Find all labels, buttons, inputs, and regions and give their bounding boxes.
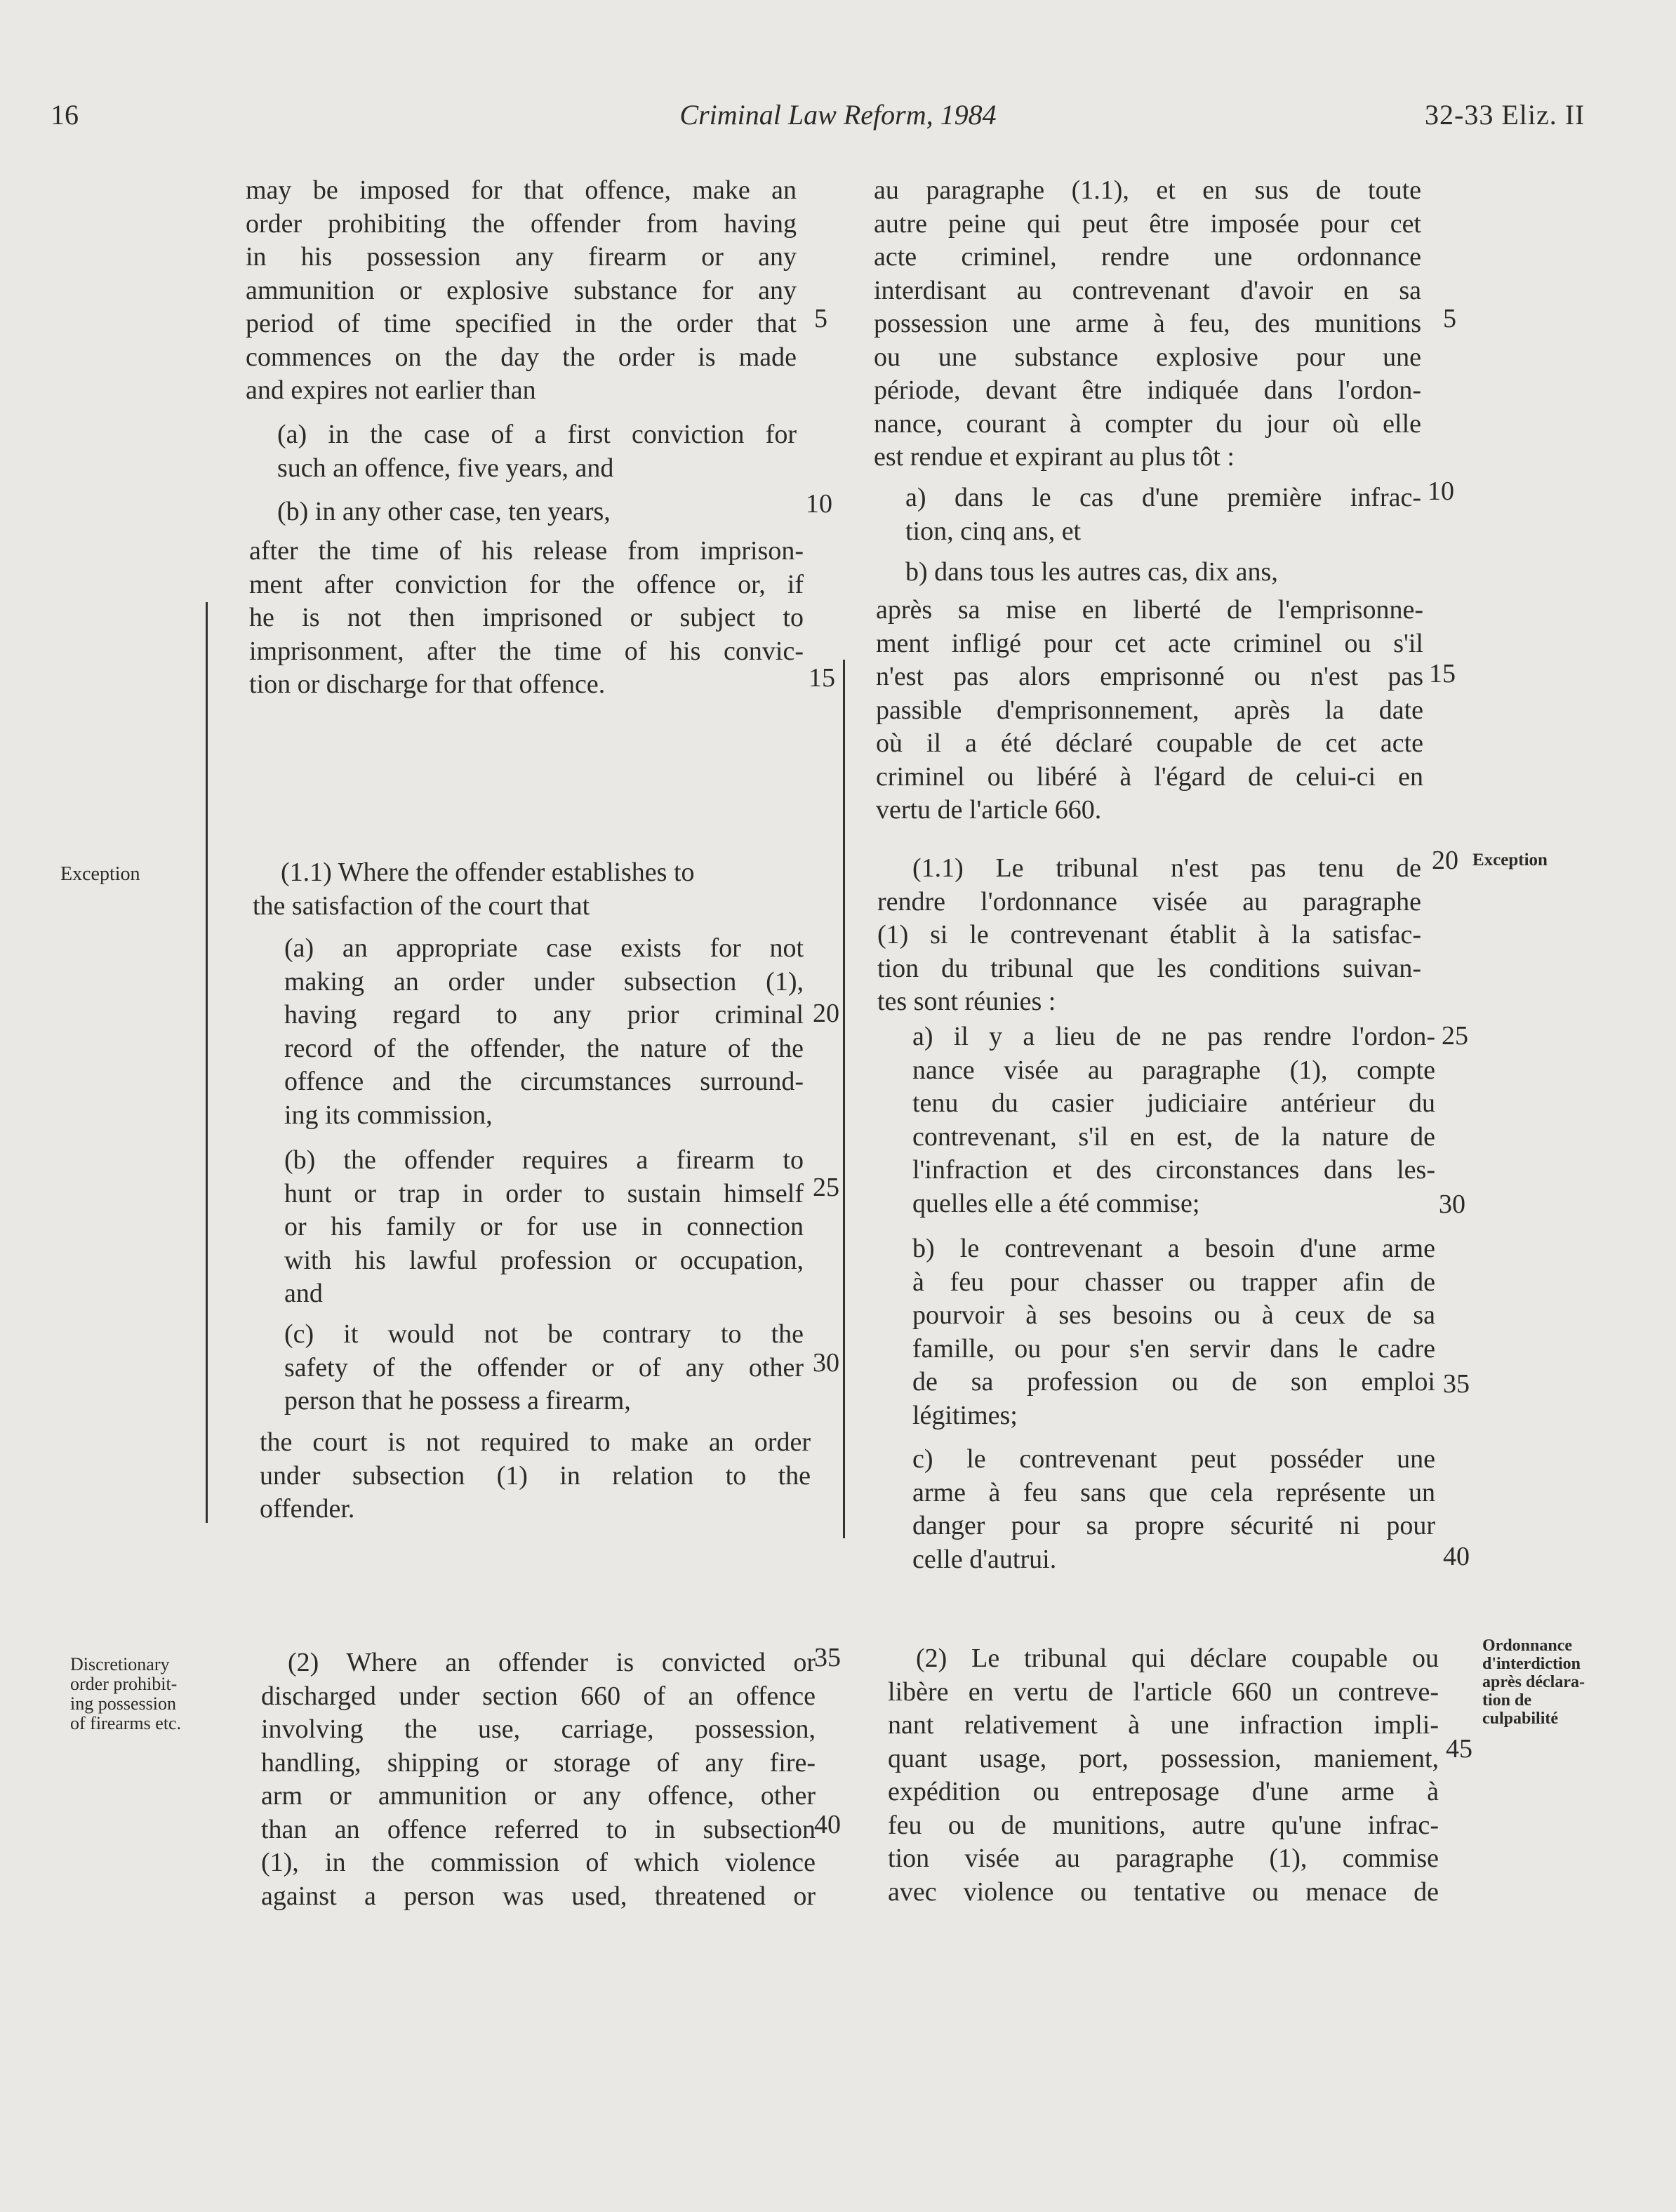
text-line: tion visée au paragraphe (1), commise	[888, 1844, 1439, 1873]
text-line: ment after conviction for the offence or, if	[249, 569, 804, 599]
text-line: nant relativement à une infraction impli-	[888, 1710, 1439, 1740]
text-line: tion or discharge for that offence.	[249, 669, 606, 699]
text-line: hunt or trap in order to sustain himself	[284, 1178, 804, 1208]
text-line: having regard to any prior criminal	[284, 1000, 804, 1030]
text-line: person that he possess a firearm,	[284, 1386, 631, 1415]
text-line: c) le contrevenant peut posséder une	[912, 1444, 1435, 1474]
text-line: celle d'autrui.	[912, 1544, 1057, 1574]
text-line: passible d'emprisonnement, après la date	[876, 695, 1423, 725]
text-line: danger pour sa propre sécurité ni pour	[912, 1511, 1435, 1540]
text-line: au paragraphe (1.1), et en sus de toute	[874, 175, 1421, 205]
text-line: possession une arme à feu, des munitions	[874, 309, 1421, 338]
line-number: 40	[814, 1810, 841, 1839]
text-line: rendre l'ordonnance visée au paragraphe	[877, 886, 1421, 917]
text-line: de sa profession ou de son emploi	[912, 1367, 1435, 1397]
english-1-1-a	[284, 932, 804, 1132]
text-line: b) le contrevenant a besoin d'une arme	[912, 1234, 1435, 1263]
text-line: with his lawful profession or occupation,	[284, 1245, 804, 1275]
line-number: 30	[1439, 1190, 1465, 1219]
text-line: safety of the offender or of any other	[284, 1352, 804, 1382]
line-number: 20	[813, 999, 839, 1028]
text-line: or his family or for use in connection	[284, 1212, 804, 1241]
line-number: 10	[1428, 477, 1454, 506]
margin-note-exception-en: Exception	[60, 863, 140, 885]
text-line: the satisfaction of the court that	[253, 891, 590, 921]
line-number: 25	[813, 1173, 839, 1202]
running-title: Criminal Law Reform, 1984	[679, 99, 997, 131]
text-line: autre peine qui peut être imposée pour cet	[874, 208, 1421, 239]
text-line: tion du tribunal que les conditions suivan-	[877, 953, 1421, 983]
margin-note-exception-fr: Exception	[1472, 851, 1548, 870]
line-number: 35	[1443, 1369, 1470, 1399]
french-subsection-2	[888, 1642, 1439, 1909]
text-line: après sa mise en liberté de l'emprisonne-	[876, 595, 1423, 625]
english-paragraph-1	[246, 174, 797, 408]
page-number: 16	[51, 99, 79, 131]
text-line: b) dans tous les autres cas, dix ans,	[905, 557, 1278, 587]
note-line: après déclara-	[1482, 1673, 1585, 1691]
text-line: quelles elle a été commise;	[912, 1188, 1200, 1218]
text-line: involving the use, carriage, possession,	[261, 1714, 816, 1744]
text-line: and	[284, 1279, 323, 1308]
text-line: l'infraction et des circonstances dans les-	[912, 1155, 1435, 1185]
text-line: record of the offender, the nature of the	[284, 1033, 804, 1063]
text-line: (a) in the case of a first conviction for	[277, 420, 797, 449]
text-line: imprisonment, after the time of his convic-	[249, 636, 804, 666]
text-line: interdisant au contrevenant d'avoir en sa	[874, 275, 1421, 305]
english-1-1-tail	[260, 1426, 811, 1526]
text-line: libère en vertu de l'article 660 un contreve-	[888, 1677, 1439, 1707]
text-line: famille, ou pour s'en servir dans le cadre	[912, 1333, 1435, 1364]
text-line: contrevenant, s'il en est, de la nature de	[912, 1121, 1435, 1152]
text-line: making an order under subsection (1),	[284, 966, 804, 997]
text-line: offender.	[260, 1494, 355, 1524]
note-line: tion de	[1482, 1691, 1532, 1710]
text-line: avec violence ou tentative ou menace de	[888, 1877, 1439, 1907]
text-line: commences on the day the order is made	[246, 342, 797, 372]
text-line: ment infligé pour cet acte criminel ou s'il	[876, 628, 1423, 658]
note-line: order prohibit-	[70, 1674, 178, 1694]
text-line: discharged under section 660 of an offence	[261, 1681, 816, 1711]
english-clause-a	[277, 418, 797, 485]
text-line: nance, courant à compter du jour où elle	[874, 408, 1421, 439]
english-1-1-b	[284, 1144, 804, 1311]
french-paragraph-1	[874, 174, 1421, 474]
line-number: 5	[1443, 304, 1456, 333]
text-line: such an offence, five years, and	[277, 453, 614, 483]
french-1-1-a	[912, 1020, 1435, 1220]
text-line: pourvoir à ses besoins ou à ceux de sa	[912, 1300, 1435, 1330]
text-line: expédition ou entreposage d'une arme à	[888, 1777, 1439, 1806]
text-line: (a) an appropriate case exists for not	[284, 933, 804, 963]
line-number: 10	[806, 489, 832, 519]
text-line: (b) in any other case, ten years,	[277, 497, 611, 526]
text-line: légitimes;	[912, 1400, 1018, 1430]
line-number: 20	[1432, 846, 1458, 875]
french-clause-b	[905, 556, 1421, 589]
english-subsection-1-1	[253, 856, 804, 923]
text-line: à feu pour chasser ou trapper afin de	[912, 1267, 1435, 1297]
text-line: may be imposed for that offence, make an	[246, 175, 797, 205]
text-line: où il a été déclaré coupable de cet acte	[876, 728, 1423, 758]
text-line: (1), in the commission of which violence	[261, 1848, 816, 1877]
english-clause-b	[277, 495, 797, 529]
line-number: 35	[814, 1643, 841, 1672]
text-line: and expires not earlier than	[246, 375, 536, 405]
text-line: ou une substance explosive pour une	[874, 342, 1421, 372]
line-number: 40	[1443, 1542, 1470, 1571]
text-line: (b) the offender requires a firearm to	[284, 1145, 804, 1175]
text-line: tenu du casier judiciaire antérieur du	[912, 1088, 1435, 1118]
text-line: (1.1) Le tribunal n'est pas tenu de	[912, 853, 1421, 883]
text-line: handling, shipping or storage of any fire-	[261, 1747, 816, 1778]
text-line: offence and the circumstances surround-	[284, 1067, 804, 1096]
text-line: (1) si le contrevenant établit à la satisfac-	[877, 920, 1421, 950]
text-line: he is not then imprisoned or subject to	[249, 603, 804, 632]
english-paragraph-1-tail	[249, 535, 804, 702]
text-line: in his possession any firearm or any	[246, 242, 797, 272]
note-line: Ordonnance	[1482, 1637, 1573, 1655]
line-number: 5	[814, 304, 827, 333]
french-clause-a	[905, 481, 1421, 548]
french-1-1-c	[912, 1443, 1435, 1576]
text-line: under subsection (1) in relation to the	[260, 1460, 811, 1491]
text-line: (2) Where an offender is convicted or	[288, 1648, 816, 1677]
text-line: ing its commission,	[284, 1100, 493, 1130]
text-line: n'est pas alors emprisonné ou n'est pas	[876, 662, 1423, 691]
regnal-year: 32-33 Eliz. II	[1425, 99, 1585, 131]
text-line: est rendue et expirant au plus tôt :	[874, 442, 1235, 472]
text-line: arme à feu sans que cela représente un	[912, 1477, 1435, 1507]
english-subsection-2	[261, 1646, 816, 1913]
text-line: criminel ou libéré à l'égard de celui-ci en	[876, 761, 1423, 792]
note-line: of firearms etc.	[70, 1713, 182, 1733]
text-line: than an offence referred to in subsection	[261, 1814, 816, 1844]
note-line: Discretionary	[70, 1654, 170, 1674]
note-line: culpabilité	[1482, 1710, 1559, 1728]
text-line: a) dans le cas d'une première infrac-	[905, 483, 1421, 512]
french-paragraph-1-tail	[876, 594, 1423, 827]
line-number: 25	[1442, 1021, 1468, 1051]
text-line: acte criminel, rendre une ordonnance	[874, 242, 1421, 272]
margin-note-ordonnance	[1482, 1637, 1585, 1728]
line-number: 30	[813, 1348, 839, 1378]
line-number: 45	[1446, 1734, 1472, 1764]
line-number: 15	[809, 663, 835, 693]
note-line: ing possession	[70, 1693, 176, 1714]
french-1-1-b	[912, 1232, 1435, 1432]
text-line: période, devant être indiquée dans l'ordon-	[874, 375, 1421, 405]
text-line: the court is not required to make an order	[260, 1427, 811, 1457]
text-line: ammunition or explosive substance for any	[246, 275, 797, 305]
text-line: against a person was used, threatened or	[261, 1881, 816, 1911]
change-bar-english-right	[843, 660, 845, 1538]
text-line: (1.1) Where the offender establishes to	[281, 858, 695, 887]
text-line: after the time of his release from imprison-	[249, 536, 804, 566]
text-line: feu ou de munitions, autre qu'une infrac-	[888, 1810, 1439, 1840]
change-bar-english	[206, 602, 208, 1523]
text-line: a) il y a lieu de ne pas rendre l'ordon-	[912, 1022, 1435, 1051]
note-line: d'interdiction	[1482, 1655, 1581, 1673]
english-1-1-c	[284, 1318, 804, 1418]
french-subsection-1-1	[877, 852, 1421, 1019]
text-line: (c) it would not be contrary to the	[284, 1319, 804, 1349]
text-line: tion, cinq ans, et	[905, 516, 1082, 546]
margin-note-discretionary	[70, 1655, 181, 1733]
line-number: 15	[1429, 659, 1456, 688]
text-line: vertu de l'article 660.	[876, 795, 1102, 825]
text-line: (2) Le tribunal qui déclare coupable ou	[916, 1644, 1439, 1673]
text-line: nance visée au paragraphe (1), compte	[912, 1055, 1435, 1085]
text-line: arm or ammunition or any offence, other	[261, 1781, 816, 1811]
text-line: quant usage, port, possession, maniement,	[888, 1743, 1439, 1773]
text-line: period of time specified in the order that	[246, 309, 797, 338]
text-line: order prohibiting the offender from having	[246, 208, 797, 239]
text-line: tes sont réunies :	[877, 987, 1056, 1016]
